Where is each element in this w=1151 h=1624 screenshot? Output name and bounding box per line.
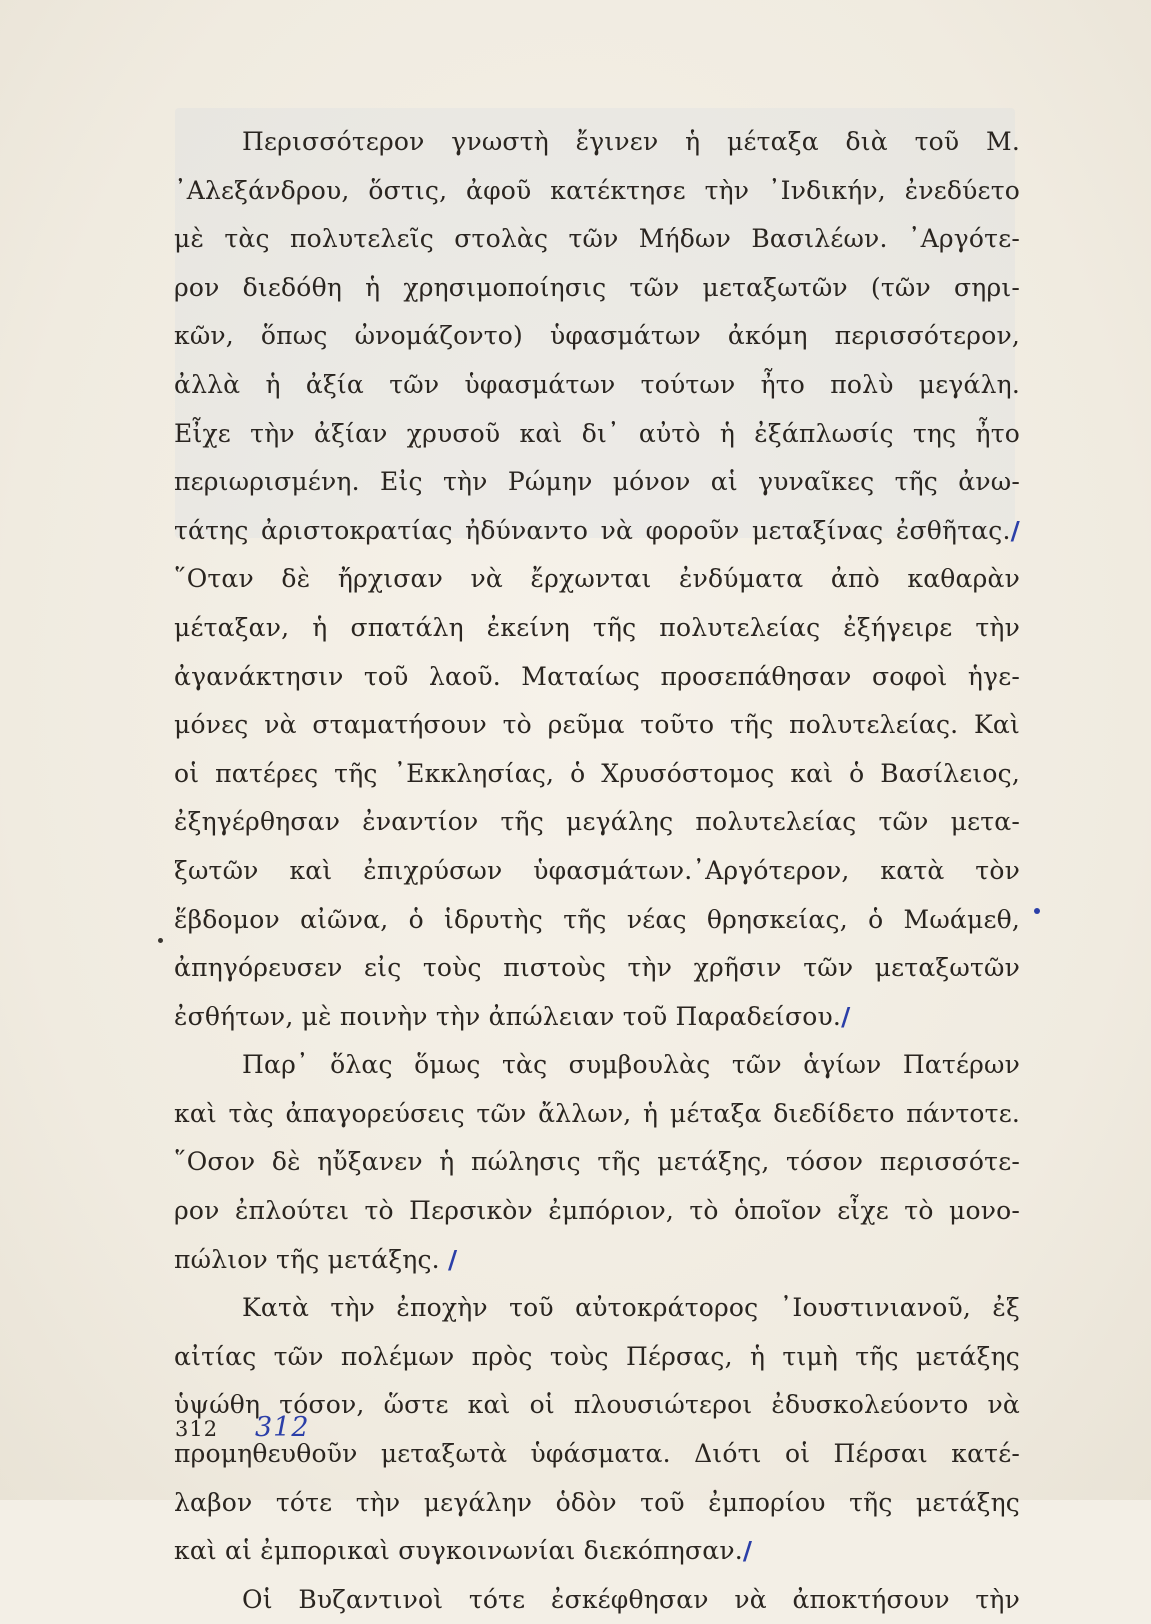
- text-line: λαβον τότε τὴν μεγάλην ὁδὸν τοῦ ἐμπορίου τῆς μετάξης: [174, 1487, 1020, 1517]
- text-line-content: τάτης ἀριστοκρατίας ἠδύναντο νὰ φοροῦν μεταξίνας ἐσθῆτας.: [174, 515, 1011, 545]
- text-line: ἀπηγόρευσεν εἰς τοὺς πιστοὺς τὴν χρῆσιν τῶν μεταξωτῶν: [174, 953, 1020, 983]
- editor-slash-mark: /: [742, 1536, 753, 1566]
- text-line: ἀγανάκτησιν τοῦ λαοῦ. Ματαίως προσεπάθησαν σοφοὶ ἡγε-: [174, 661, 1020, 691]
- text-line: Κατὰ τὴν ἐποχὴν τοῦ αὐτοκράτορος ᾿Ιουστινιανοῦ, ἐξ: [242, 1293, 1020, 1323]
- text-line: ἐξηγέρθησαν ἐναντίον τῆς μεγάλης πολυτελείας τῶν μετα-: [174, 807, 1020, 837]
- editor-slash-mark: /: [841, 1001, 851, 1031]
- text-line: ῞Οταν δὲ ἤρχισαν νὰ ἔρχωνται ἐνδύματα ἀπὸ καθαρὰν: [174, 564, 1020, 594]
- text-line: ᾿Αλεξάνδρου, ὅστις, ἀφοῦ κατέκτησε τὴν ᾿Ινδικήν, ἐνεδύετο: [174, 175, 1020, 205]
- text-line: μὲ τὰς πολυτελεῖς στολὰς τῶν Μήδων Βασιλέων. ᾿Αργότε-: [174, 224, 1020, 254]
- margin-dot-icon: [1034, 908, 1040, 914]
- text-line-content: ἐσθήτων, μὲ ποινὴν τὴν ἀπώλειαν τοῦ Παραδείσου.: [174, 1001, 842, 1031]
- text-line: ὑψώθη τόσον, ὥστε καὶ οἱ πλουσιώτεροι ἐδυσκολεύοντο νὰ: [174, 1390, 1020, 1420]
- text-line: ῞Οσον δὲ ηὔξανεν ἡ πώλησις τῆς μετάξης, τόσον περισσότε-: [174, 1147, 1020, 1177]
- text-line: Παρ᾿ ὅλας ὅμως τὰς συμβουλὰς τῶν ἁγίων Πατέρων: [242, 1050, 1020, 1080]
- text-line: Περισσότερον γνωστὴ ἔγινεν ἡ μέταξα διὰ τοῦ Μ.: [242, 127, 1020, 156]
- handwritten-page-number: 312: [255, 1412, 310, 1443]
- text-line: προμηθευθοῦν μεταξωτὰ ὑφάσματα. Διότι οἱ Πέρσαι κατέ-: [174, 1439, 1020, 1469]
- text-line: κῶν, ὅπως ὠνομάζοντο) ὑφασμάτων ἀκόμη περισσότερον,: [174, 321, 1020, 351]
- text-line: ρον ἐπλούτει τὸ Περσικὸν ἐμπόριον, τὸ ὁποῖον εἶχε τὸ μονο-: [174, 1196, 1020, 1226]
- text-line: [174, 1527, 1020, 1576]
- page-number: 312: [175, 1417, 219, 1441]
- margin-dot-icon: [158, 938, 163, 943]
- text-line: [174, 993, 1020, 1042]
- editor-slash-mark: /: [447, 1244, 458, 1274]
- text-line: οἱ πατέρες τῆς ᾿Εκκλησίας, ὁ Χρυσόστομος καὶ ὁ Βασίλειος,: [174, 758, 1020, 788]
- text-line-content: πώλιον τῆς μετάξης.: [174, 1244, 440, 1274]
- text-line: ἕβδομον αἰῶνα, ὁ ἱδρυτὴς τῆς νέας θρησκείας, ὁ Μωάμεθ,: [174, 904, 1020, 934]
- text-line: περιωρισμένη. Εἰς τὴν Ρώμην μόνον αἱ γυναῖκες τῆς ἀνω-: [174, 467, 1020, 497]
- text-line: [174, 507, 1020, 556]
- text-line-content: καὶ αἱ ἐμπορικαὶ συγκοινωνίαι διεκόπησαν.: [174, 1536, 743, 1566]
- text-line: Οἱ Βυζαντινοὶ τότε ἐσκέφθησαν νὰ ἀποκτήσουν τὴν: [242, 1584, 1020, 1614]
- text-line: ξωτῶν καὶ ἐπιχρύσων ὑφασμάτων.᾿Αργότερον, κατὰ τὸν: [174, 855, 1020, 885]
- text-line: Εἶχε τὴν ἀξίαν χρυσοῦ καὶ δι᾿ αὐτὸ ἡ ἐξάπλωσίς της ἦτο: [174, 418, 1020, 448]
- body-text: [174, 118, 1020, 1624]
- text-line: ἀλλὰ ἡ ἀξία τῶν ὑφασμάτων τούτων ἦτο πολὺ μεγάλη.: [174, 369, 1020, 399]
- text-line: μόνες νὰ σταματήσουν τὸ ρεῦμα τοῦτο τῆς πολυτελείας. Καὶ: [174, 710, 1020, 740]
- text-line: [174, 1236, 1020, 1285]
- text-line: καὶ τὰς ἀπαγορεύσεις τῶν ἄλλων, ἡ μέταξα διεδίδετο πάντοτε.: [174, 1098, 1020, 1128]
- editor-slash-mark: /: [1010, 515, 1020, 545]
- text-line: ρον διεδόθη ἡ χρησιμοποίησις τῶν μεταξωτῶν (τῶν σηρι-: [174, 272, 1020, 302]
- text-line: αἰτίας τῶν πολέμων πρὸς τοὺς Πέρσας, ἡ τιμὴ τῆς μετάξης: [174, 1341, 1020, 1371]
- text-line: μέταξαν, ἡ σπατάλη ἐκείνη τῆς πολυτελείας ἐξήγειρε τὴν: [174, 612, 1020, 642]
